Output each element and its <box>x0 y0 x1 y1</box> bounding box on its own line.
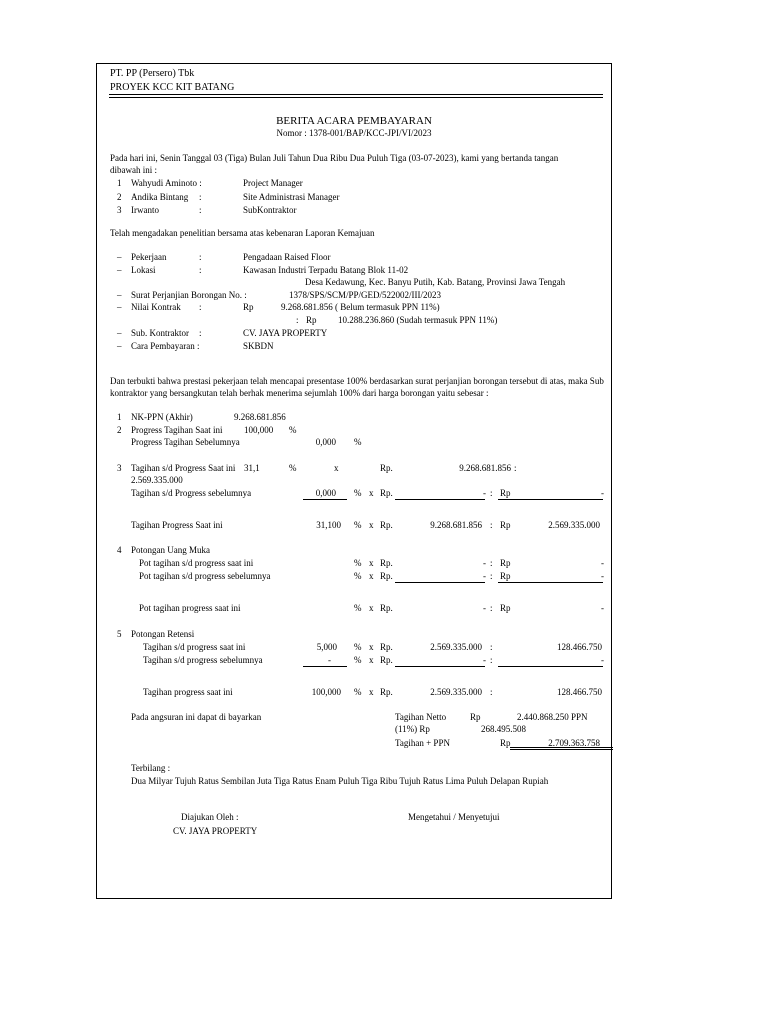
detail-label-subkon: Sub. Kontraktor <box>131 328 189 338</box>
colon: : <box>490 571 493 581</box>
tagihan-sd-prev-label: Tagihan s/d Progress sebelumnya <box>131 488 252 498</box>
retensi-row-label: Tagihan s/d progress saat ini <box>143 642 246 652</box>
section-no: 1 <box>117 412 122 422</box>
retensi-result: - <box>601 655 604 665</box>
signer-name: Irwanto <box>131 205 159 215</box>
rp-label: Rp <box>500 520 511 530</box>
signer-name: Wahyudi Aminoto : <box>131 178 202 188</box>
colon: : <box>490 488 493 498</box>
pct-sign: % <box>354 687 362 697</box>
detail-dash: – <box>117 341 122 351</box>
pct-sign: % <box>354 603 362 613</box>
detail-value-surat: 1378/SPS/SCM/PP/GED/522002/III/2023 <box>289 290 442 300</box>
retensi-value: - <box>483 655 486 665</box>
retensi-result: 128.466.750 <box>557 687 602 697</box>
retensi-row-label: Tagihan progress saat ini <box>143 687 233 697</box>
uang-muka-row-label: Pot tagihan s/d progress sebelumnya <box>139 571 271 581</box>
signer-name: Andika Bintang <box>131 192 189 202</box>
signer-role: Site Administrasi Manager <box>243 192 340 202</box>
uang-muka-result: - <box>601 558 604 568</box>
header-divider-top <box>109 94 603 95</box>
rp-label: Rp. <box>380 520 393 530</box>
diajukan-label: Diajukan Oleh : <box>181 812 239 822</box>
total-double-underline <box>510 749 613 750</box>
colon: : <box>490 687 493 697</box>
progress-prev-label: Progress Tagihan Sebelumnya <box>131 437 240 447</box>
company-name: PT. PP (Persero) Tbk <box>110 68 195 79</box>
times-sign: x <box>369 603 374 613</box>
document-title: BERITA ACARA PEMBAYARAN <box>276 115 432 127</box>
times-sign: x <box>369 488 374 498</box>
underline <box>498 666 603 667</box>
colon: : <box>490 520 493 530</box>
detail-label-surat: Surat Perjanjian Borongan No. : <box>131 290 247 300</box>
rp-label: Rp <box>500 558 511 568</box>
detail-dash: – <box>117 328 122 338</box>
uang-muka-value: - <box>483 571 486 581</box>
tagihan-sd-prev-result: - <box>601 488 604 498</box>
pct-sign: % <box>354 571 362 581</box>
retensi-value: 2.569.335.000 <box>430 687 482 697</box>
uang-muka-label: Potongan Uang Muka <box>131 545 210 555</box>
pct-sign: % <box>289 425 297 435</box>
underline <box>395 582 485 583</box>
colon: : <box>490 642 493 652</box>
section-no: 5 <box>117 629 122 639</box>
rp-label: Rp. <box>380 558 393 568</box>
rp-label: Rp. <box>380 687 393 697</box>
detail-value-nilai: 9.268.681.856 ( Belum termasuk PPN 11%) <box>281 302 440 312</box>
retensi-result: 128.466.750 <box>557 642 602 652</box>
uang-muka-value: - <box>483 558 486 568</box>
ppn-value: 268.495.508 <box>481 724 526 734</box>
tagihan-progress-now-value: 9.268.681.856 <box>430 520 482 530</box>
research-text: Telah mengadakan penelitian bersama atas kebenaran Laporan Kemajuan <box>110 228 375 238</box>
tagihan-sd-prev-value: - <box>483 488 486 498</box>
tagihan-sd-now-label: Tagihan s/d Progress Saat ini <box>131 463 236 473</box>
pct-sign: % <box>354 642 362 652</box>
detail-value-lokasi: Kawasan Industri Terpadu Batang Blok 11-02 <box>243 265 409 275</box>
times-sign: x <box>369 655 374 665</box>
underline <box>498 499 603 500</box>
section-no: 4 <box>117 545 122 555</box>
tagihan-sd-now-value: 9.268.681.856 <box>459 463 511 473</box>
retensi-pct: 100,000 <box>311 687 341 697</box>
tagihan-sd-now-result: 2.569.335.000 <box>131 475 183 485</box>
rp-label: Rp <box>500 488 511 498</box>
pct-sign: % <box>354 437 362 447</box>
detail-label-cara: Cara Pembayaran : <box>131 341 200 351</box>
retensi-value: 2.569.335.000 <box>430 642 482 652</box>
retensi-pct: 5,000 <box>316 642 337 652</box>
rp-label: Rp. <box>380 463 393 473</box>
section-no: 2 <box>117 425 122 435</box>
underline <box>303 666 347 667</box>
progress-prev-pct: 0,000 <box>315 437 336 447</box>
detail-label-lokasi: Lokasi <box>131 265 156 275</box>
detail-colon: : <box>199 252 202 262</box>
payment-label: Pada angsuran ini dapat di bayarkan <box>131 712 262 722</box>
tagihan-sd-prev-pct: 0,000 <box>315 488 336 498</box>
project-name: PROYEK KCC KIT BATANG <box>110 82 235 93</box>
times-sign: x <box>369 687 374 697</box>
terbilang-text: Dua Milyar Tujuh Ratus Sembilan Juta Tiga Ratus Enam Puluh Tiga Ribu Tujuh Ratus Lima Puluh Delapan Rupiah <box>131 776 549 786</box>
detail-colon: : <box>199 265 202 275</box>
detail-label-nilai: Nilai Kontrak <box>131 302 181 312</box>
detail-value-pekerjaan: Pengadaan Raised Floor <box>243 252 331 262</box>
rp-label: Rp <box>500 603 511 613</box>
ppn-label: (11%) Rp <box>395 724 430 734</box>
times-sign: x <box>334 463 339 473</box>
signer-colon: : <box>199 192 202 202</box>
rp-label: Rp. <box>380 642 393 652</box>
progress-now-pct: 100,000 <box>244 425 274 435</box>
rp-label: Rp <box>470 712 481 722</box>
retensi-label: Potongan Retensi <box>131 629 195 639</box>
pct-sign: % <box>354 520 362 530</box>
times-sign: x <box>369 520 374 530</box>
colon: : <box>514 463 517 473</box>
underline <box>395 666 485 667</box>
signer-no: 2 <box>117 192 122 202</box>
tagihan-sd-now-pct: 31,1 <box>244 463 260 473</box>
rp-label: Rp <box>500 738 511 748</box>
total-value: 2.709.363.758 <box>548 738 600 748</box>
detail-colon: : <box>199 302 202 312</box>
tagihan-progress-now-label: Tagihan Progress Saat ini <box>131 520 223 530</box>
pct-sign: % <box>354 655 362 665</box>
detail-value-nilai-ppn: 10.288.236.860 (Sudah termasuk PPN 11%) <box>338 315 498 325</box>
rp-label: Rp <box>500 571 511 581</box>
uang-muka-result: - <box>601 603 604 613</box>
underline <box>498 582 603 583</box>
tagihan-progress-now-pct: 31,100 <box>316 520 341 530</box>
times-sign: x <box>369 558 374 568</box>
tagihan-progress-now-result: 2.569.335.000 <box>548 520 600 530</box>
total-underline <box>510 747 613 748</box>
pct-sign: % <box>354 558 362 568</box>
signer-role: Project Manager <box>243 178 303 188</box>
uang-muka-row-label: Pot tagihan progress saat ini <box>139 603 241 613</box>
detail-dash: – <box>117 290 122 300</box>
signer-colon: : <box>199 205 202 215</box>
detail-value-lokasi-2: Desa Kedawung, Kec. Banyu Putih, Kab. Batang, Provinsi Jawa Tengah <box>305 277 566 287</box>
uang-muka-row-label: Pot tagihan s/d progress saat ini <box>139 558 254 568</box>
uang-muka-value: - <box>483 603 486 613</box>
underline <box>395 499 485 500</box>
nk-ppn-value: 9.268.681.856 <box>234 412 286 422</box>
detail-value-subkon: CV. JAYA PROPERTY <box>243 328 328 338</box>
terbilang-label: Terbilang : <box>131 763 171 773</box>
progress-now-label: Progress Tagihan Saat ini <box>131 425 223 435</box>
signer-no: 1 <box>117 178 122 188</box>
colon: : <box>490 603 493 613</box>
retensi-pct: - <box>328 655 331 665</box>
detail-dash: – <box>117 265 122 275</box>
times-sign: x <box>369 571 374 581</box>
rp-label: Rp. <box>380 571 393 581</box>
signer-role: SubKontraktor <box>243 205 297 215</box>
netto-label: Tagihan Netto <box>395 712 447 722</box>
detail-label-pekerjaan: Pekerjaan <box>131 252 167 262</box>
detail-dash: – <box>117 252 122 262</box>
detail-dash: – <box>117 302 122 312</box>
signer-no: 3 <box>117 205 122 215</box>
document-number: Nomor : 1378-001/BAP/KCC-JPI/VI/2023 <box>276 128 432 138</box>
nk-ppn-label: NK-PPN (Akhir) <box>131 412 193 422</box>
intro-line-2: dibawah ini : <box>110 165 157 175</box>
pct-sign: % <box>289 463 297 473</box>
detail-value-cara: SKBDN <box>243 341 274 351</box>
diajukan-company: CV. JAYA PROPERTY <box>173 826 258 836</box>
uang-muka-result: - <box>601 571 604 581</box>
times-sign: x <box>369 642 374 652</box>
intro-line-1: Pada hari ini, Senin Tanggal 03 (Tiga) Bulan Juli Tahun Dua Ribu Dua Puluh Tiga (03-07-2023), kami yang bertanda tangan <box>110 153 559 163</box>
detail-rp: Rp <box>306 315 317 325</box>
colon: : <box>490 558 493 568</box>
statement-line-2: kontraktor yang bersangkutan telah berhak menerima sejumlah 100% dari harga borongan yaitu sebesar : <box>110 388 489 398</box>
underline <box>303 499 347 500</box>
retensi-row-label: Tagihan s/d progress sebelumnya <box>143 655 263 665</box>
rp-label: Rp. <box>380 603 393 613</box>
header-divider-bottom <box>109 97 603 98</box>
netto-value: 2.440.868.250 PPN <box>517 712 588 722</box>
statement-line-1: Dan terbukti bahwa prestasi pekerjaan telah mencapai presentase 100% berdasarkan surat perjanjian borongan tersebut di atas, maka Sub <box>110 376 604 386</box>
mengetahui-label: Mengetahui / Menyetujui <box>408 812 500 822</box>
detail-colon: : <box>199 328 202 338</box>
detail-rp: Rp <box>243 302 254 312</box>
pct-sign: % <box>354 488 362 498</box>
rp-label: Rp. <box>380 655 393 665</box>
section-no: 3 <box>117 463 122 473</box>
colon: : <box>490 655 493 665</box>
detail-colon: : <box>296 315 299 325</box>
total-label: Tagihan + PPN <box>395 738 450 748</box>
rp-label: Rp. <box>380 488 393 498</box>
